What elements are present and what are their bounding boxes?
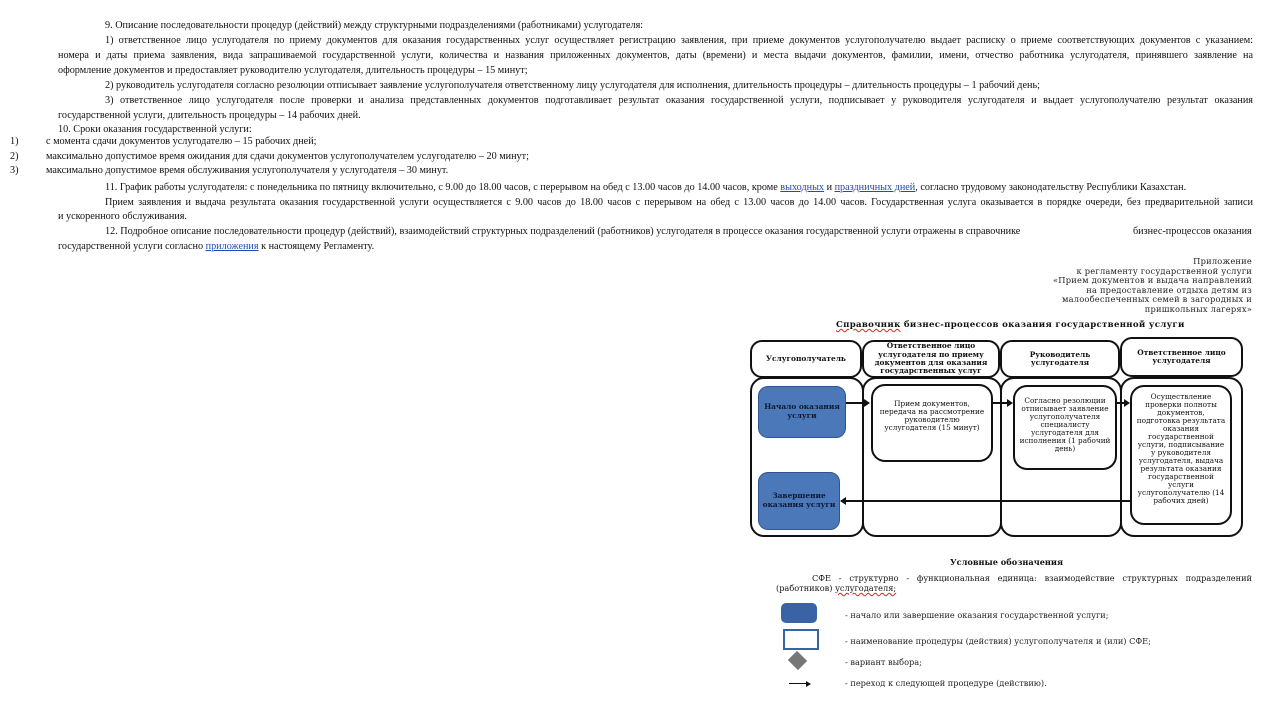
lane-header-manager: Руководитель услугодателя — [1000, 340, 1120, 378]
arrow-head-icon — [1124, 399, 1130, 407]
section-9-p3-line1: 3) ответственное лицо услугодателя после проверки и анализа представленных документов подготавливает результат оказания государственной услуги, подписывает у руководителя услугодателя и выдает услугополучателю результат оказания — [105, 95, 1253, 106]
diagram-title — [836, 320, 1185, 330]
legend-item-procedure: - наименование процедуры (действия) услугополучателя и (или) СФЕ; — [845, 636, 1151, 646]
section-9-p1-line1: 1) ответственное лицо услугодателя по приему документов для оказания государственных услуг осуществляет регистрацию заявления, при приеме документов услугополучателю выдает расписку о приеме соответствующих документов с указанием: — [105, 35, 1253, 46]
arrow-head-icon — [864, 399, 870, 407]
section-12-line2 — [58, 239, 374, 254]
section-11-text-end: , согласно трудовому законодательству Республики Казахстан. — [915, 182, 1187, 193]
appendix-line: малообеспеченных семей в загородных и — [1061, 294, 1252, 305]
process-step-2: Согласно резолюции отписывает заявление услугополучателя специалисту услугодателя для исполнения (1 рабочий день) — [1013, 385, 1117, 470]
white-rect-icon — [783, 629, 819, 650]
lane-header-intake-officer: Ответственное лицо услугодателя по приему документов для оказания государственных услуг — [862, 340, 1000, 378]
section-12-line1b: бизнес-процессов оказания — [1133, 226, 1252, 237]
legend-title: Условные обозначения — [950, 557, 1064, 567]
arrow-right-head-icon — [806, 681, 811, 687]
process-step-3: Осуществление проверки полноты документов, подготовка результата оказания государственной услуги, подписывание у руководителя услугодателя, выдача результата оказания государственной услуги услугополучателю (14 рабочих дней) — [1130, 385, 1232, 525]
appendix-line: на предоставление отдыха детям из — [1086, 284, 1252, 295]
section-9-p3-line2: государственной услуги, длительность процедуры – 14 рабочих дней. — [58, 110, 361, 121]
appendix-line: к регламенту государственной услуги — [1076, 265, 1252, 276]
section-9-heading: 9. Описание последовательности процедур (действий) между структурными подразделениями (работниками) услугодателя: — [105, 20, 644, 31]
end-service-box: Завершение оказания услуги — [758, 472, 840, 530]
section-11-and: и — [824, 182, 835, 193]
process-step-1: Прием документов, передача на рассмотрение руководителю услугодателя (15 минут) — [871, 384, 993, 462]
section-9-p1-line2: номера и даты приема заявления, вида запрашиваемой государственной услуги, количества и названия приложенных документов, даты (времени) и места выдачи документов, фамилии, имени, отчество работника услугодателя, принявшего заявление на — [58, 50, 1253, 61]
list-item: с момента сдачи документов услугодателю – 15 рабочих дней; — [46, 136, 317, 147]
lane-header-responsible: Ответственное лицо услугодателя — [1120, 337, 1243, 377]
section-10-heading: 10. Сроки оказания государственной услуги: — [58, 124, 252, 135]
section-11-p2-line2: и ускоренного обслуживания. — [58, 211, 187, 222]
list-number: 1) — [10, 136, 19, 147]
section-11-line1 — [105, 180, 1186, 195]
link-weekends[interactable]: выходных — [780, 182, 825, 193]
appendix-line: «Прием документов и выдача направлений — [1053, 275, 1252, 286]
arrow-head-icon — [1007, 399, 1013, 407]
section-12-line1a: 12. Подробное описание последовательности процедур (действий), взаимодействий структурных подразделений (работников) услугодателя в процессе оказания государственной услуги отражены в справочнике — [105, 226, 1021, 237]
legend-item-start-end: - начало или завершение оказания государственной услуги; — [845, 610, 1109, 620]
section-11-p2-line1: Прием заявления и выдача результата оказания государственной услуги осуществляется с 9.00 часов до 18.00 часов с перерывом на обед с 13.00 часов до 14.00 часов. Государственная услуга оказывается в порядке очереди, без предварительной записи — [105, 197, 1253, 208]
legend-sfe-text: СФЕ - структурно - функциональная единица: взаимодействие структурных подразделений (работников) — [776, 573, 1252, 593]
arrow-step3-to-end — [846, 500, 1130, 502]
section-11-text: 11. График работы услугодателя: с понедельника по пятницу включительно, с 9.00 до 18.00 часов, с перерывом на обед с 13.00 часов до 14.00 часов, кроме — [105, 182, 781, 193]
legend-sfe-word: услугодателя; — [835, 583, 897, 593]
legend-sfe-definition — [776, 573, 1252, 593]
legend-item-choice: - вариант выбора; — [845, 657, 922, 667]
appendix-line: Приложение — [1193, 256, 1252, 266]
arrow-head-icon — [840, 497, 846, 505]
appendix-header — [1053, 257, 1252, 315]
diagram-title-word: Справочник — [836, 320, 901, 330]
appendix-line: пришкольных лагерях» — [1144, 303, 1252, 314]
diamond-icon — [788, 651, 807, 670]
list-item: максимально допустимое время обслуживания услугополучателя у услугодателя – 30 минут. — [46, 165, 449, 176]
diagram-title-rest: бизнес-процессов оказания государственной услуги — [900, 320, 1185, 330]
section-9-p1-line3: оформление документов и предоставляет руководителю услугодателя, длительность процедуры – 15 минут; — [58, 65, 528, 76]
section-9-p2: 2) руководитель услугодателя согласно резолюции отписывает заявление услугополучателя ответственному лицу услугодателя для исполнения, длительность процедуры – длительность процедуры – 1 рабочий день; — [105, 80, 1040, 91]
section-12-text: государственной услуги согласно — [58, 241, 206, 252]
list-number: 2) — [10, 151, 19, 162]
rounded-blue-rect-icon — [781, 603, 817, 623]
list-item: максимально допустимое время ожидания для сдачи документов услугополучателем услугодателю – 20 минут; — [46, 151, 529, 162]
legend-item-transition: - переход к следующей процедуре (действию). — [845, 678, 1047, 688]
link-appendix[interactable]: приложения — [205, 241, 259, 252]
start-service-box: Начало оказания услуги — [758, 386, 846, 438]
section-12-text-end: к настоящему Регламенту. — [258, 241, 375, 252]
lane-header-recipient: Услугополучатель — [750, 340, 862, 378]
link-holidays[interactable]: праздничных дней — [834, 182, 916, 193]
list-number: 3) — [10, 165, 19, 176]
